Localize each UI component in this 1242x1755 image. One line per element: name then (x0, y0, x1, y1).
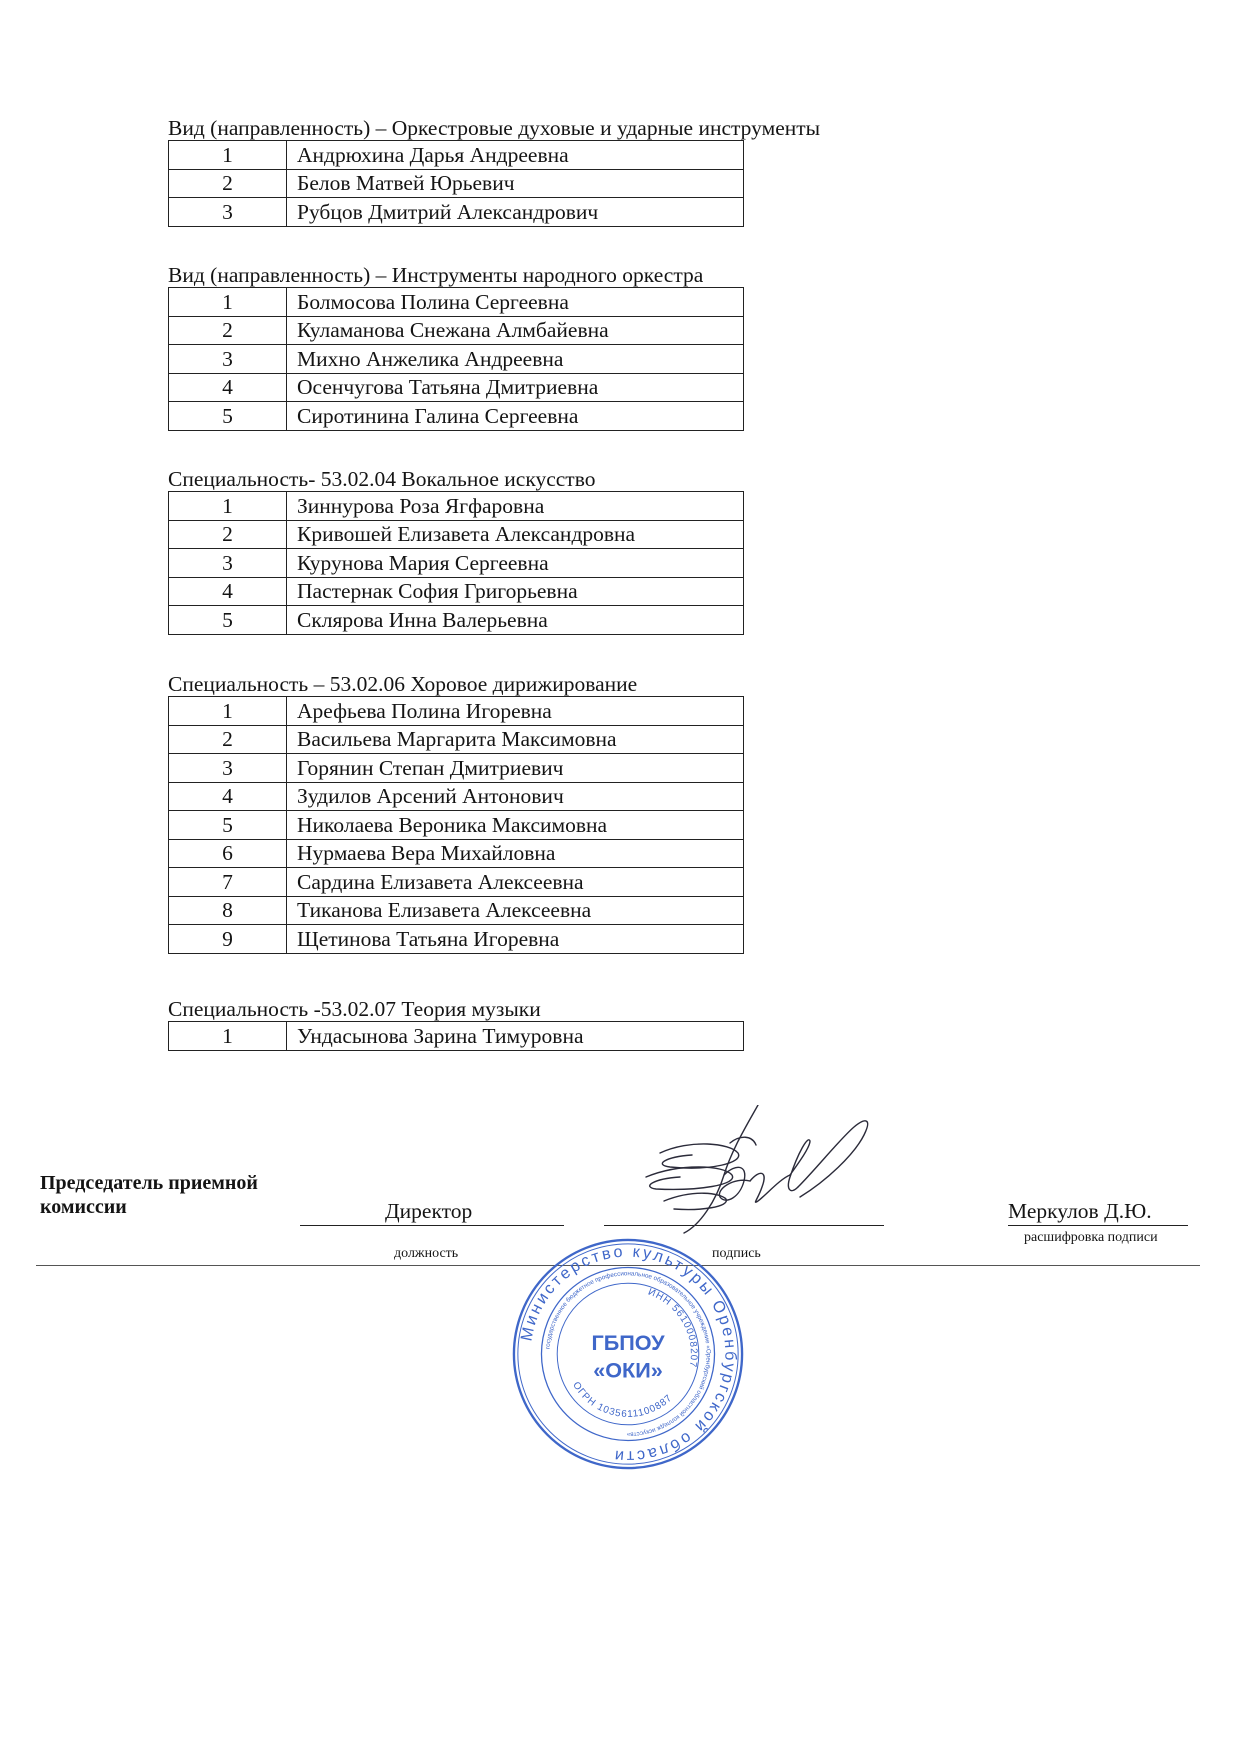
section-title: Вид (направленность) – Оркестровые духовые и ударные инструменты (168, 116, 821, 140)
stamp-ogrn: ОГРН 1035611100887 (570, 1380, 675, 1421)
row-number: 3 (169, 345, 287, 374)
row-number: 3 (169, 198, 287, 227)
row-number: 1 (169, 697, 287, 726)
row-number: 8 (169, 896, 287, 925)
stamp-center-line1: ГБПОУ (591, 1330, 665, 1356)
row-number: 3 (169, 549, 287, 578)
handwritten-signature (640, 1105, 900, 1240)
stamp-center-line2: «ОКИ» (593, 1357, 663, 1383)
student-name: Осенчугова Татьяна Дмитриевна (287, 373, 744, 402)
row-number: 9 (169, 925, 287, 954)
section-title: Специальность- 53.02.04 Вокальное искусство (168, 467, 596, 491)
row-number: 7 (169, 868, 287, 897)
position-underline (300, 1225, 564, 1226)
row-number: 5 (169, 811, 287, 840)
row-number: 1 (169, 1022, 287, 1051)
row-number: 1 (169, 141, 287, 170)
student-name: Николаева Вероника Максимовна (287, 811, 744, 840)
student-name: Склярова Инна Валерьевна (287, 606, 744, 635)
decipher-underline (1008, 1225, 1188, 1226)
row-number: 3 (169, 754, 287, 783)
decipher-caption: расшифровка подписи (1024, 1230, 1158, 1245)
chairman-title (40, 1171, 258, 1219)
student-name: Белов Матвей Юрьевич (287, 169, 744, 198)
stamp-inner-text: государственное бюджетное профессиональное образовательное учреждение «Оренбургский областной колледж искусств» (544, 1270, 712, 1438)
row-number: 4 (169, 577, 287, 606)
row-number: 4 (169, 782, 287, 811)
row-number: 4 (169, 373, 287, 402)
row-number: 2 (169, 316, 287, 345)
row-number: 5 (169, 402, 287, 431)
student-name: Сиротинина Галина Сергеевна (287, 402, 744, 431)
student-name: Кривошей Елизавета Александровна (287, 520, 744, 549)
chairman-title-line1: Председатель приемной (40, 1172, 258, 1194)
student-name: Михно Анжелика Андреевна (287, 345, 744, 374)
student-name: Куламанова Снежана Алмбайевна (287, 316, 744, 345)
position-value: Директор (385, 1199, 473, 1223)
student-name: Ундасынова Зарина Тимуровна (287, 1022, 744, 1051)
student-name: Горянин Степан Дмитриевич (287, 754, 744, 783)
decipher-name: Меркулов Д.Ю. (1008, 1199, 1152, 1223)
stamp-inn: ИНН 5610008207 (646, 1286, 700, 1369)
student-name: Пастернак София Григорьевна (287, 577, 744, 606)
student-name: Арефьева Полина Игоревна (287, 697, 744, 726)
chairman-title-line2: комиссии (40, 1196, 127, 1218)
student-name: Андрюхина Дарья Андреевна (287, 141, 744, 170)
signature-caption: подпись (712, 1246, 761, 1261)
section-title: Специальность -53.02.07 Теория музыки (168, 997, 541, 1021)
student-name: Сардина Елизавета Алексеевна (287, 868, 744, 897)
row-number: 1 (169, 288, 287, 317)
position-caption: должность (394, 1246, 459, 1261)
official-stamp (510, 1236, 746, 1472)
stamp-outer-text: Министерство культуры Оренбургской области (517, 1242, 740, 1466)
student-name: Болмосова Полина Сергеевна (287, 288, 744, 317)
row-number: 2 (169, 520, 287, 549)
student-name: Щетинова Татьяна Игоревна (287, 925, 744, 954)
row-number: 2 (169, 169, 287, 198)
student-name: Курунова Мария Сергеевна (287, 549, 744, 578)
row-number: 1 (169, 492, 287, 521)
section-title: Специальность – 53.02.06 Хоровое дирижирование (168, 672, 638, 696)
student-name: Рубцов Дмитрий Александрович (287, 198, 744, 227)
row-number: 5 (169, 606, 287, 635)
student-name: Нурмаева Вера Михайловна (287, 839, 744, 868)
student-name: Тиканова Елизавета Алексеевна (287, 896, 744, 925)
row-number: 2 (169, 725, 287, 754)
student-name: Зудилов Арсений Антонович (287, 782, 744, 811)
section-title: Вид (направленность) – Инструменты народного оркестра (168, 263, 704, 287)
student-name: Васильева Маргарита Максимовна (287, 725, 744, 754)
student-name: Зиннурова Роза Ягфаровна (287, 492, 744, 521)
row-number: 6 (169, 839, 287, 868)
